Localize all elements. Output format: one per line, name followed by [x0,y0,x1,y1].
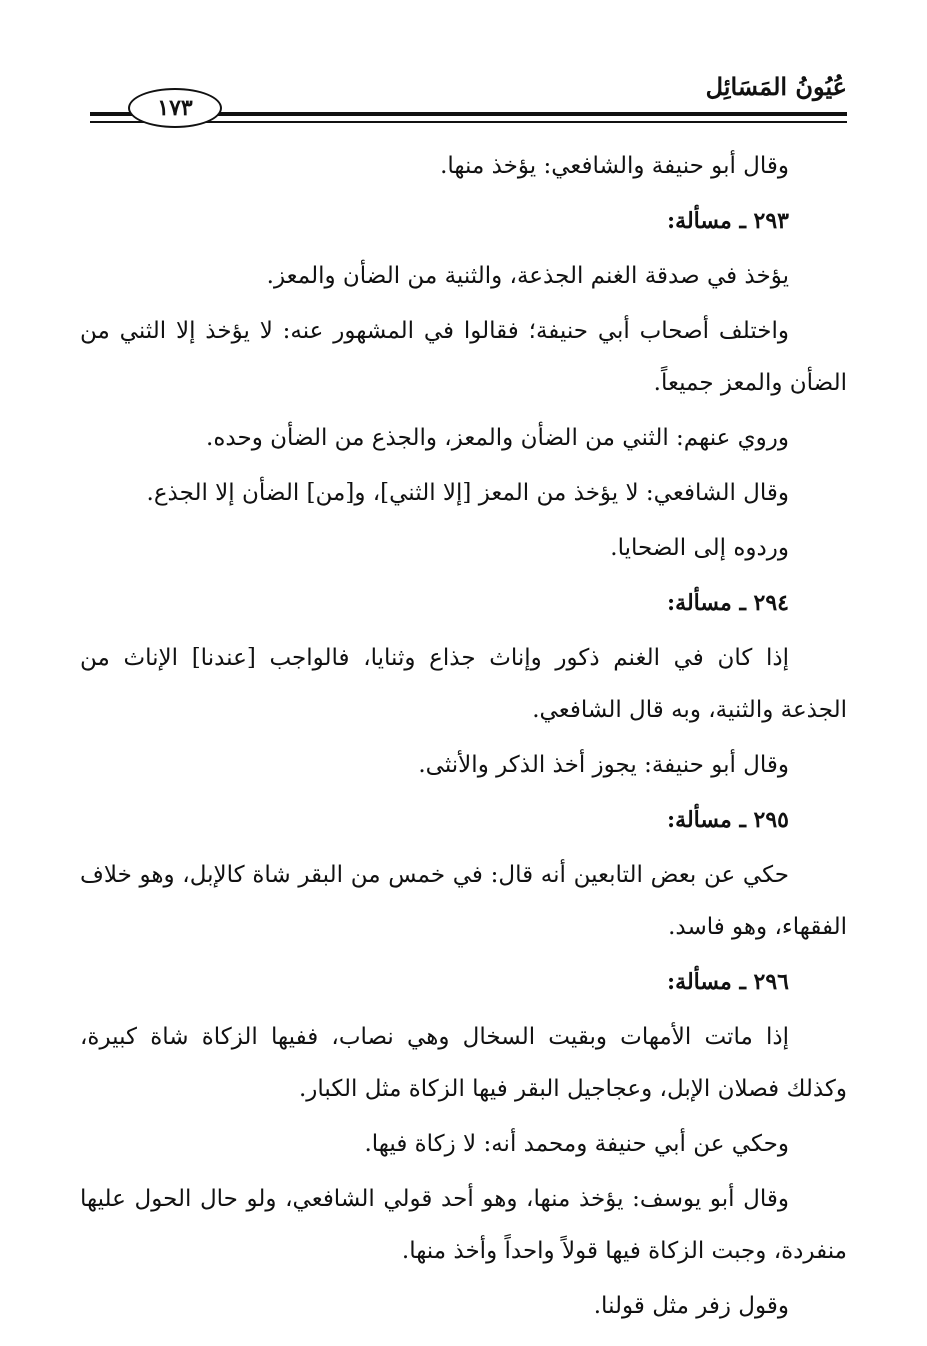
paragraph: وحكي عن أبي حنيفة ومحمد أنه: لا زكاة فيها. [364,1131,789,1157]
issue-heading: ٢٩٤ ـ مسألة: [667,590,789,616]
paragraph: وقال أبو يوسف: يؤخذ منها، وهو أحد قولي الشافعي، ولو حال الحول عليها منفردة، وجبت الزكاة فيها قولاً واحداً وأخذ منها. [80,1186,847,1264]
paragraph: إذا كان في الغنم ذكور وإناث جذاع وثنايا، فالواجب [عندنا] الإناث من الجذعة والثنية، وبه قال الشافعي. [80,645,847,723]
issue-heading: ٢٩٦ ـ مسألة: [667,969,789,995]
paragraph: إذا ماتت الأمهات وبقيت السخال وهي نصاب، ففيها الزكاة شاة كبيرة، وكذلك فصلان الإبل، وعجاجيل البقر فيها الزكاة مثل الكبار. [80,1024,847,1102]
paragraph: وردوه إلى الضحايا. [610,535,789,561]
issue-heading: ٢٩٣ ـ مسألة: [667,208,789,234]
issue-heading: ٢٩٥ ـ مسألة: [667,807,789,833]
running-header-title: عُيُونُ المَسَائِل [705,72,847,101]
paragraph: وقال الشافعي: لا يؤخذ من المعز [إلا الثني]، و[من] الضأن إلا الجذع. [146,480,789,506]
paragraph: حكي عن بعض التابعين أنه قال: في خمس من البقر شاة كالإبل، وهو خلاف الفقهاء، وهو فاسد. [80,862,847,940]
paragraph: واختلف أصحاب أبي حنيفة؛ فقالوا في المشهور عنه: لا يؤخذ إلا الثني من الضأن والمعز جميعاً. [80,318,847,396]
paragraph: وقال أبو حنيفة: يجوز أخذ الذكر والأنثى. [418,752,789,778]
page-number-badge: ١٧٣ [128,88,222,128]
page-body [80,140,847,1335]
paragraph: وقال أبو حنيفة والشافعي: يؤخذ منها. [440,153,789,179]
paragraph: وقول زفر مثل قولنا. [593,1293,789,1319]
paragraph: يؤخذ في صدقة الغنم الجذعة، والثنية من الضأن والمعز. [266,263,789,289]
paragraph: وروي عنهم: الثني من الضأن والمعز، والجذع من الضأن وحده. [206,425,789,451]
